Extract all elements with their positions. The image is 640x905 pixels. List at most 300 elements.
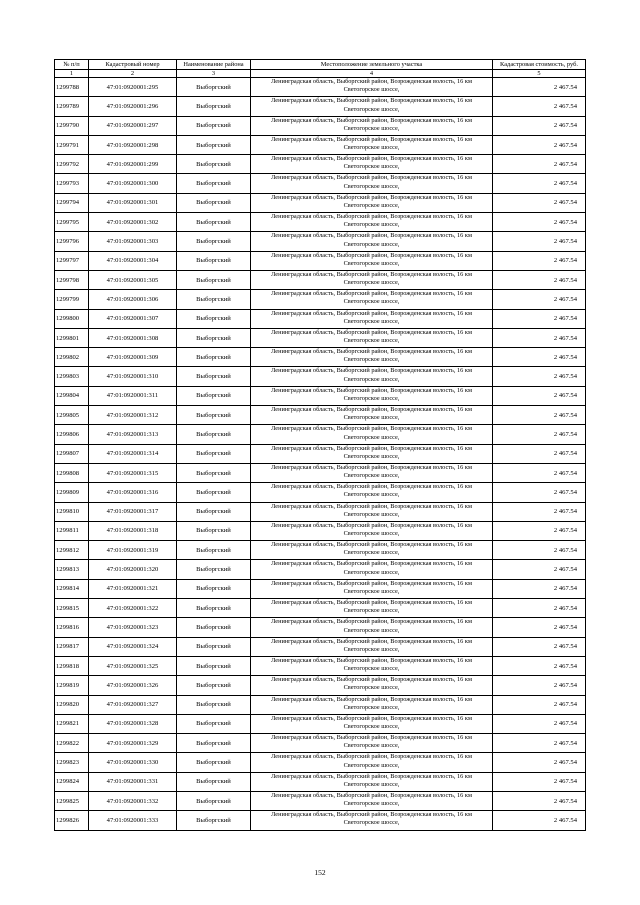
district-cell: Выборгский <box>177 444 251 463</box>
location-line: Ленинградская область, Выборгский район, Возрожденская волость, 16 км <box>271 174 472 182</box>
column-number-row <box>55 70 586 78</box>
location-line: Ленинградская область, Выборгский район, Возрожденская волость, 16 км <box>271 521 472 529</box>
district-cell: Выборгский <box>177 791 251 810</box>
cadastral-number-cell: 47:01:0920001:321 <box>89 579 177 598</box>
table-row <box>55 483 586 502</box>
cadastral-number-cell: 47:01:0920001:330 <box>89 753 177 772</box>
location-line-continued: Светогорское шоссе, <box>343 356 400 364</box>
cadastral-number-cell: 47:01:0920001:322 <box>89 599 177 618</box>
cost-cell: 2 467.54 <box>493 213 586 232</box>
location-cell <box>251 135 493 154</box>
cost-cell: 2 467.54 <box>493 78 586 97</box>
location-cell <box>251 97 493 116</box>
location-line-continued: Светогорское шоссе, <box>343 221 400 229</box>
cost-cell: 2 467.54 <box>493 714 586 733</box>
location-cell <box>251 579 493 598</box>
location-line: Ленинградская область, Выборгский район, Возрожденская волость, 16 км <box>271 444 472 452</box>
row-number-cell: 1299798 <box>55 270 89 289</box>
location-line: Ленинградская область, Выборгский район, Возрожденская волость, 16 км <box>271 213 472 221</box>
table-row <box>55 676 586 695</box>
table-row <box>55 714 586 733</box>
location-line-continued: Светогорское шоссе, <box>343 703 400 711</box>
district-cell: Выборгский <box>177 695 251 714</box>
location-line-continued: Светогорское шоссе, <box>343 587 400 595</box>
location-cell <box>251 753 493 772</box>
district-cell: Выборгский <box>177 676 251 695</box>
cost-cell: 2 467.54 <box>493 232 586 251</box>
district-cell: Выборгский <box>177 78 251 97</box>
row-number-cell: 1299799 <box>55 290 89 309</box>
cost-cell: 2 467.54 <box>493 406 586 425</box>
table-body <box>55 78 586 831</box>
cost-cell: 2 467.54 <box>493 463 586 482</box>
district-cell: Выборгский <box>177 463 251 482</box>
location-cell <box>251 599 493 618</box>
location-line: Ленинградская область, Выборгский район, Возрожденская волость, 16 км <box>271 309 472 317</box>
district-cell: Выборгский <box>177 309 251 328</box>
location-cell <box>251 695 493 714</box>
cadastral-number-cell: 47:01:0920001:298 <box>89 135 177 154</box>
page-number: 152 <box>314 868 326 877</box>
table-row <box>55 406 586 425</box>
location-line-continued: Светогорское шоссе, <box>343 298 400 306</box>
table-row <box>55 502 586 521</box>
row-number-cell: 1299816 <box>55 618 89 637</box>
row-number-cell: 1299808 <box>55 463 89 482</box>
table-row <box>55 618 586 637</box>
row-number-cell: 1299813 <box>55 560 89 579</box>
location-cell <box>251 155 493 174</box>
location-cell <box>251 386 493 405</box>
row-number-cell: 1299824 <box>55 772 89 791</box>
location-cell <box>251 406 493 425</box>
cost-cell: 2 467.54 <box>493 791 586 810</box>
district-cell: Выборгский <box>177 734 251 753</box>
table-row <box>55 97 586 116</box>
district-cell: Выборгский <box>177 193 251 212</box>
table-row <box>55 135 586 154</box>
district-cell: Выборгский <box>177 328 251 347</box>
table-row <box>55 695 586 714</box>
location-line: Ленинградская область, Выборгский район, Возрожденская волость, 16 км <box>271 579 472 587</box>
location-line-continued: Светогорское шоссе, <box>343 433 400 441</box>
district-cell: Выборгский <box>177 251 251 270</box>
location-cell <box>251 676 493 695</box>
location-cell <box>251 483 493 502</box>
cadastral-number-cell: 47:01:0920001:304 <box>89 251 177 270</box>
district-cell: Выборгский <box>177 599 251 618</box>
location-line: Ленинградская область, Выборгский район, Возрожденская волость, 16 км <box>271 753 472 761</box>
location-line-continued: Светогорское шоссе, <box>343 800 400 808</box>
district-cell: Выборгский <box>177 290 251 309</box>
location-cell <box>251 637 493 656</box>
cadastral-number-cell: 47:01:0920001:300 <box>89 174 177 193</box>
cadastral-number-cell: 47:01:0920001:333 <box>89 811 177 830</box>
table-row <box>55 116 586 135</box>
district-cell: Выборгский <box>177 270 251 289</box>
header-cadastral-number: Кадастровый номер <box>89 60 177 70</box>
table-row <box>55 656 586 675</box>
location-line-continued: Светогорское шоссе, <box>343 568 400 576</box>
district-cell: Выборгский <box>177 232 251 251</box>
location-line-continued: Светогорское шоссе, <box>343 86 400 94</box>
location-line-continued: Светогорское шоссе, <box>343 375 400 383</box>
cadastral-number-cell: 47:01:0920001:311 <box>89 386 177 405</box>
cadastral-number-cell: 47:01:0920001:309 <box>89 348 177 367</box>
location-line: Ленинградская область, Выборгский район, Возрожденская волость, 16 км <box>271 811 472 819</box>
cost-cell: 2 467.54 <box>493 155 586 174</box>
row-number-cell: 1299795 <box>55 213 89 232</box>
column-number: 1 <box>55 70 89 78</box>
column-number: 4 <box>251 70 493 78</box>
location-line: Ленинградская область, Выборгский район, Возрожденская волость, 16 км <box>271 541 472 549</box>
row-number-cell: 1299807 <box>55 444 89 463</box>
row-number-cell: 1299796 <box>55 232 89 251</box>
cadastral-number-cell: 47:01:0920001:306 <box>89 290 177 309</box>
row-number-cell: 1299819 <box>55 676 89 695</box>
cadastral-number-cell: 47:01:0920001:308 <box>89 328 177 347</box>
location-line: Ленинградская область, Выборгский район, Возрожденская волость, 16 км <box>271 502 472 510</box>
district-cell: Выборгский <box>177 618 251 637</box>
row-number-cell: 1299792 <box>55 155 89 174</box>
row-number-cell: 1299801 <box>55 328 89 347</box>
table-row <box>55 579 586 598</box>
location-line-continued: Светогорское шоссе, <box>343 163 400 171</box>
district-cell: Выборгский <box>177 637 251 656</box>
row-number-cell: 1299809 <box>55 483 89 502</box>
location-line-continued: Светогорское шоссе, <box>343 240 400 248</box>
location-cell <box>251 656 493 675</box>
cost-cell: 2 467.54 <box>493 618 586 637</box>
cost-cell: 2 467.54 <box>493 676 586 695</box>
table-row <box>55 174 586 193</box>
table-row <box>55 348 586 367</box>
location-line: Ленинградская область, Выборгский район, Возрожденская волость, 16 км <box>271 483 472 491</box>
column-number: 3 <box>177 70 251 78</box>
district-cell: Выборгский <box>177 579 251 598</box>
district-cell: Выборгский <box>177 753 251 772</box>
location-cell <box>251 78 493 97</box>
cadastral-number-cell: 47:01:0920001:331 <box>89 772 177 791</box>
row-number-cell: 1299793 <box>55 174 89 193</box>
cost-cell: 2 467.54 <box>493 637 586 656</box>
row-number-cell: 1299803 <box>55 367 89 386</box>
location-line-continued: Светогорское шоссе, <box>343 780 400 788</box>
row-number-cell: 1299823 <box>55 753 89 772</box>
location-line-continued: Светогорское шоссе, <box>343 665 400 673</box>
table-row <box>55 290 586 309</box>
cadastral-number-cell: 47:01:0920001:318 <box>89 521 177 540</box>
cost-cell: 2 467.54 <box>493 695 586 714</box>
header-district-name: Наименование района <box>177 60 251 70</box>
table-row <box>55 78 586 97</box>
cost-cell: 2 467.54 <box>493 328 586 347</box>
cadastral-number-cell: 47:01:0920001:332 <box>89 791 177 810</box>
row-number-cell: 1299794 <box>55 193 89 212</box>
cost-cell: 2 467.54 <box>493 367 586 386</box>
cadastral-number-cell: 47:01:0920001:327 <box>89 695 177 714</box>
cost-cell: 2 467.54 <box>493 599 586 618</box>
row-number-cell: 1299815 <box>55 599 89 618</box>
location-cell <box>251 714 493 733</box>
cost-cell: 2 467.54 <box>493 541 586 560</box>
location-line-continued: Светогорское шоссе, <box>343 124 400 132</box>
location-cell <box>251 463 493 482</box>
header-row-number: № п/п <box>55 60 89 70</box>
location-line: Ленинградская область, Выборгский район, Возрожденская волость, 16 км <box>271 734 472 742</box>
header-land-location: Местоположение земельного участка <box>251 60 493 70</box>
district-cell: Выборгский <box>177 406 251 425</box>
location-line: Ленинградская область, Выборгский район, Возрожденская волость, 16 км <box>271 676 472 684</box>
location-line: Ленинградская область, Выборгский район, Возрожденская волость, 16 км <box>271 97 472 105</box>
row-number-cell: 1299826 <box>55 811 89 830</box>
cost-cell: 2 467.54 <box>493 251 586 270</box>
location-line: Ленинградская область, Выборгский район, Возрожденская волость, 16 км <box>271 618 472 626</box>
location-line-continued: Светогорское шоссе, <box>343 452 400 460</box>
location-cell <box>251 251 493 270</box>
row-number-cell: 1299789 <box>55 97 89 116</box>
location-cell <box>251 116 493 135</box>
location-line: Ленинградская область, Выборгский район, Возрожденская волость, 16 км <box>271 290 472 298</box>
cost-cell: 2 467.54 <box>493 348 586 367</box>
location-line: Ленинградская область, Выборгский район, Возрожденская волость, 16 км <box>271 791 472 799</box>
location-line: Ленинградская область, Выборгский район, Возрожденская волость, 16 км <box>271 560 472 568</box>
district-cell: Выборгский <box>177 367 251 386</box>
location-line: Ленинградская область, Выборгский район, Возрожденская волость, 16 км <box>271 695 472 703</box>
location-cell <box>251 541 493 560</box>
table-row <box>55 193 586 212</box>
header-row <box>55 60 586 70</box>
location-line-continued: Светогорское шоссе, <box>343 626 400 634</box>
location-line-continued: Светогорское шоссе, <box>343 742 400 750</box>
location-line: Ленинградская область, Выборгский район, Возрожденская волость, 16 км <box>271 270 472 278</box>
location-line: Ленинградская область, Выборгский район, Возрожденская волость, 16 км <box>271 637 472 645</box>
location-cell <box>251 348 493 367</box>
cost-cell: 2 467.54 <box>493 174 586 193</box>
location-line-continued: Светогорское шоссе, <box>343 819 400 827</box>
cost-cell: 2 467.54 <box>493 483 586 502</box>
cadastral-number-cell: 47:01:0920001:305 <box>89 270 177 289</box>
row-number-cell: 1299804 <box>55 386 89 405</box>
table-row <box>55 251 586 270</box>
location-cell <box>251 444 493 463</box>
location-line-continued: Светогорское шоссе, <box>343 105 400 113</box>
location-cell <box>251 618 493 637</box>
row-number-cell: 1299822 <box>55 734 89 753</box>
location-line-continued: Светогорское шоссе, <box>343 761 400 769</box>
district-cell: Выборгский <box>177 425 251 444</box>
cost-cell: 2 467.54 <box>493 560 586 579</box>
location-line-continued: Светогорское шоссе, <box>343 684 400 692</box>
location-line: Ленинградская область, Выборгский район, Возрожденская волость, 16 км <box>271 251 472 259</box>
cadastral-number-cell: 47:01:0920001:324 <box>89 637 177 656</box>
table-row <box>55 425 586 444</box>
cadastral-number-cell: 47:01:0920001:320 <box>89 560 177 579</box>
district-cell: Выборгский <box>177 97 251 116</box>
row-number-cell: 1299810 <box>55 502 89 521</box>
cadastral-number-cell: 47:01:0920001:316 <box>89 483 177 502</box>
table-row <box>55 309 586 328</box>
district-cell: Выборгский <box>177 656 251 675</box>
table-row <box>55 155 586 174</box>
cadastral-number-cell: 47:01:0920001:326 <box>89 676 177 695</box>
table-row <box>55 444 586 463</box>
cost-cell: 2 467.54 <box>493 290 586 309</box>
row-number-cell: 1299818 <box>55 656 89 675</box>
cadastral-number-cell: 47:01:0920001:325 <box>89 656 177 675</box>
location-cell <box>251 290 493 309</box>
location-cell <box>251 309 493 328</box>
table-row <box>55 463 586 482</box>
location-cell <box>251 772 493 791</box>
location-line: Ленинградская область, Выборгский район, Возрожденская волость, 16 км <box>271 232 472 240</box>
row-number-cell: 1299825 <box>55 791 89 810</box>
table-header <box>55 60 586 78</box>
table-row <box>55 270 586 289</box>
column-number: 5 <box>493 70 586 78</box>
cost-cell: 2 467.54 <box>493 135 586 154</box>
row-number-cell: 1299821 <box>55 714 89 733</box>
district-cell: Выборгский <box>177 116 251 135</box>
district-cell: Выборгский <box>177 483 251 502</box>
location-line: Ленинградская область, Выборгский район, Возрожденская волость, 16 км <box>271 656 472 664</box>
district-cell: Выборгский <box>177 135 251 154</box>
location-cell <box>251 174 493 193</box>
district-cell: Выборгский <box>177 502 251 521</box>
cadastral-number-cell: 47:01:0920001:296 <box>89 97 177 116</box>
cadastral-number-cell: 47:01:0920001:313 <box>89 425 177 444</box>
cadastral-number-cell: 47:01:0920001:297 <box>89 116 177 135</box>
location-line: Ленинградская область, Выборгский район, Возрожденская волость, 16 км <box>271 155 472 163</box>
location-line-continued: Светогорское шоссе, <box>343 182 400 190</box>
location-line-continued: Светогорское шоссе, <box>343 607 400 615</box>
table-row <box>55 791 586 810</box>
table-row <box>55 637 586 656</box>
cost-cell: 2 467.54 <box>493 386 586 405</box>
cadastral-number-cell: 47:01:0920001:303 <box>89 232 177 251</box>
location-line-continued: Светогорское шоссе, <box>343 491 400 499</box>
cost-cell: 2 467.54 <box>493 425 586 444</box>
table-row <box>55 734 586 753</box>
location-line-continued: Светогорское шоссе, <box>343 549 400 557</box>
table-row <box>55 753 586 772</box>
district-cell: Выборгский <box>177 348 251 367</box>
cost-cell: 2 467.54 <box>493 97 586 116</box>
location-line: Ленинградская область, Выборгский район, Возрожденская волость, 16 км <box>271 135 472 143</box>
table-row <box>55 560 586 579</box>
cadastral-number-cell: 47:01:0920001:323 <box>89 618 177 637</box>
district-cell: Выборгский <box>177 772 251 791</box>
district-cell: Выборгский <box>177 714 251 733</box>
cost-cell: 2 467.54 <box>493 656 586 675</box>
location-cell <box>251 521 493 540</box>
location-line: Ленинградская область, Выборгский район, Возрожденская волость, 16 км <box>271 714 472 722</box>
location-line-continued: Светогорское шоссе, <box>343 144 400 152</box>
cost-cell: 2 467.54 <box>493 270 586 289</box>
table-row <box>55 772 586 791</box>
cadastral-number-cell: 47:01:0920001:328 <box>89 714 177 733</box>
cost-cell: 2 467.54 <box>493 116 586 135</box>
location-line-continued: Светогорское шоссе, <box>343 530 400 538</box>
district-cell: Выборгский <box>177 155 251 174</box>
location-line-continued: Светогорское шоссе, <box>343 279 400 287</box>
header-cadastral-cost: Кадастровая стоимость, руб. <box>493 60 586 70</box>
table-row <box>55 386 586 405</box>
row-number-cell: 1299811 <box>55 521 89 540</box>
district-cell: Выборгский <box>177 386 251 405</box>
cost-cell: 2 467.54 <box>493 811 586 830</box>
location-line-continued: Светогорское шоссе, <box>343 317 400 325</box>
location-line-continued: Светогорское шоссе, <box>343 394 400 402</box>
row-number-cell: 1299791 <box>55 135 89 154</box>
district-cell: Выборгский <box>177 174 251 193</box>
location-cell <box>251 270 493 289</box>
table-row <box>55 367 586 386</box>
location-cell <box>251 560 493 579</box>
row-number-cell: 1299802 <box>55 348 89 367</box>
table-row <box>55 521 586 540</box>
cadastral-number-cell: 47:01:0920001:329 <box>89 734 177 753</box>
location-cell <box>251 232 493 251</box>
location-cell <box>251 213 493 232</box>
location-line: Ленинградская область, Выборгский район, Возрожденская волость, 16 км <box>271 772 472 780</box>
district-cell: Выборгский <box>177 521 251 540</box>
location-line: Ленинградская область, Выборгский район, Возрожденская волость, 16 км <box>271 386 472 394</box>
location-line: Ленинградская область, Выборгский район, Возрожденская волость, 16 км <box>271 193 472 201</box>
row-number-cell: 1299806 <box>55 425 89 444</box>
row-number-cell: 1299814 <box>55 579 89 598</box>
cadastral-number-cell: 47:01:0920001:314 <box>89 444 177 463</box>
location-line: Ленинградская область, Выборгский район, Возрожденская волость, 16 км <box>271 78 472 85</box>
location-line-continued: Светогорское шоссе, <box>343 510 400 518</box>
row-number-cell: 1299817 <box>55 637 89 656</box>
table-row <box>55 213 586 232</box>
location-cell <box>251 193 493 212</box>
cadastral-number-cell: 47:01:0920001:302 <box>89 213 177 232</box>
row-number-cell: 1299820 <box>55 695 89 714</box>
location-line: Ленинградская область, Выборгский район, Возрожденская волость, 16 км <box>271 599 472 607</box>
location-cell <box>251 734 493 753</box>
location-line: Ленинградская область, Выборгский район, Возрожденская волость, 16 км <box>271 463 472 471</box>
cost-cell: 2 467.54 <box>493 309 586 328</box>
cost-cell: 2 467.54 <box>493 734 586 753</box>
cadastral-number-cell: 47:01:0920001:315 <box>89 463 177 482</box>
cadastral-table <box>54 59 586 831</box>
cost-cell: 2 467.54 <box>493 444 586 463</box>
cadastral-number-cell: 47:01:0920001:319 <box>89 541 177 560</box>
row-number-cell: 1299788 <box>55 78 89 97</box>
column-number: 2 <box>89 70 177 78</box>
cadastral-number-cell: 47:01:0920001:307 <box>89 309 177 328</box>
location-line-continued: Светогорское шоссе, <box>343 337 400 345</box>
location-line-continued: Светогорское шоссе, <box>343 472 400 480</box>
table-row <box>55 599 586 618</box>
location-cell <box>251 502 493 521</box>
cadastral-number-cell: 47:01:0920001:310 <box>89 367 177 386</box>
district-cell: Выборгский <box>177 541 251 560</box>
location-line: Ленинградская область, Выборгский район, Возрожденская волость, 16 км <box>271 116 472 124</box>
cost-cell: 2 467.54 <box>493 753 586 772</box>
location-line-continued: Светогорское шоссе, <box>343 201 400 209</box>
row-number-cell: 1299800 <box>55 309 89 328</box>
row-number-cell: 1299790 <box>55 116 89 135</box>
cost-cell: 2 467.54 <box>493 772 586 791</box>
location-cell <box>251 425 493 444</box>
location-cell <box>251 791 493 810</box>
district-cell: Выборгский <box>177 811 251 830</box>
cadastral-number-cell: 47:01:0920001:299 <box>89 155 177 174</box>
location-line-continued: Светогорское шоссе, <box>343 414 400 422</box>
